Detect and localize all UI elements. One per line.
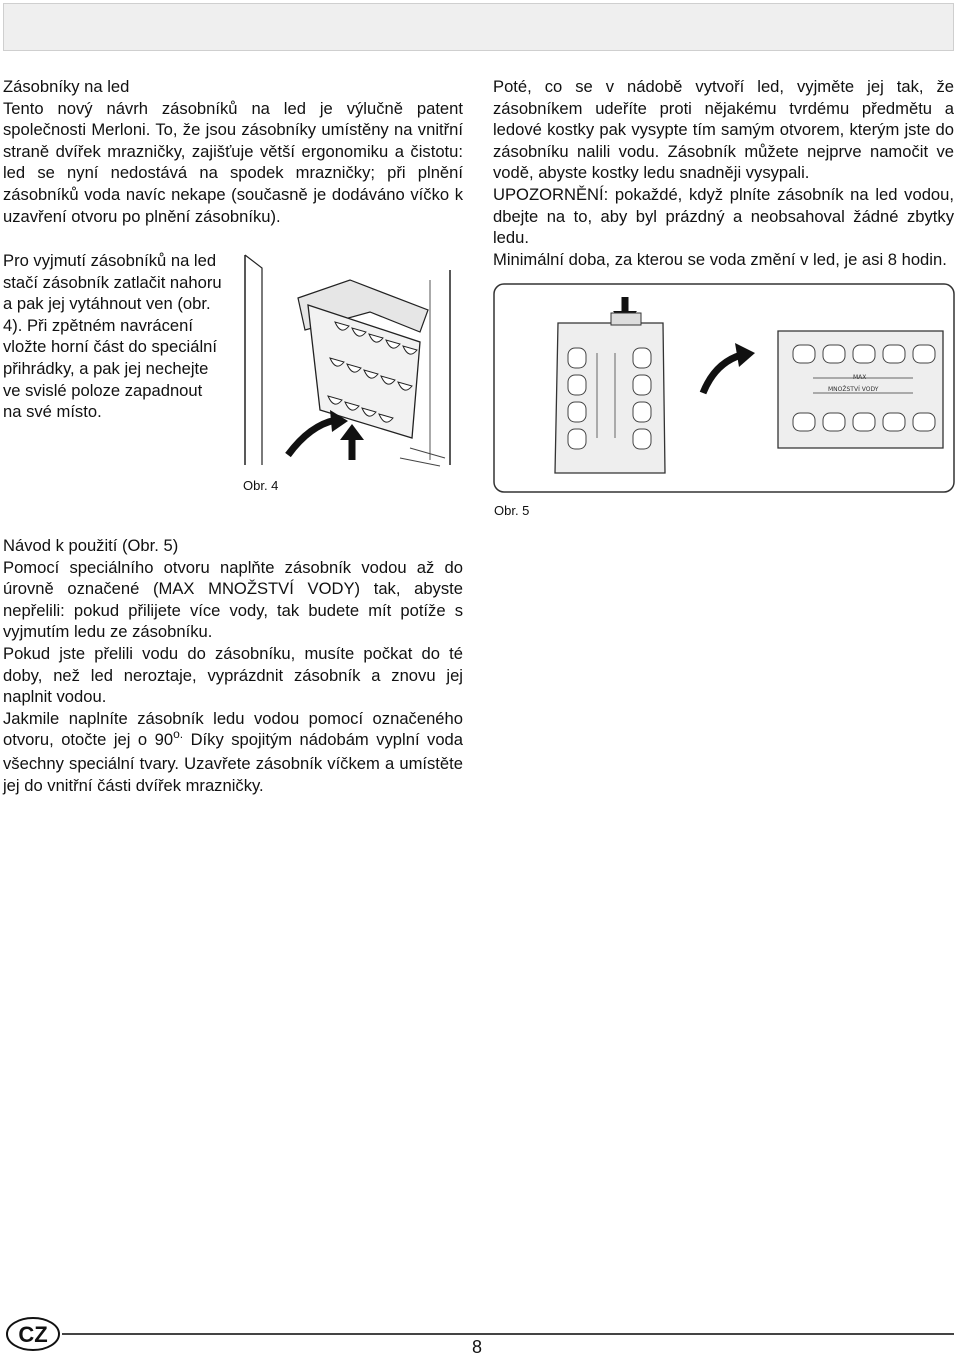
figure-5-illustration [493,283,955,493]
footer-rule [62,1333,954,1335]
degree-mark: o. [173,727,184,742]
country-code-logo [5,1316,61,1352]
ice-trays-paragraph: Tento nový návrh zásobníků na led je výlučně patent společnosti Merloni. To, že jsou zásobníky umístěny na vnitřní straně dvířek mrazničky, zajišťuje větší ergonomiku a čistotu: led se nyní nedostává na spodek mrazničky; při plnění zásobníků voda navíc nekape (současně je dodáváno víčko k uzavření otvoru po plnění zásobníku). [3,98,463,226]
removal-paragraph: Pro vyjmutí zásobníků na led stačí zásobník zatlačit nahoru a pak jej vytáhnout ven (obr. 4). Při zpětném navrácení vložte horní část do speciální přihrádky, a pak jej nechejte ve svislé poloze zapadnout na své místo. [3,251,222,422]
figure-4-caption: Obr. 4 [243,478,279,493]
country-code-text: CZ [18,1322,48,1347]
usage-p3-start: Jakmile naplníte zásobník ledu vodou pomocí označeného otvoru, otočte jej o 90 [3,708,463,750]
freeze-time-paragraph: Minimální doba, za kterou se voda změní v led, je asi 8 hodin. [493,249,947,269]
figure-5-caption: Obr. 5 [494,503,530,518]
ice-trays-heading: Zásobníky na led [3,77,130,96]
usage-paragraph-1: Pomocí speciálního otvoru naplňte zásobník vodou až do úrovně označené (MAX MNOŽSTVÍ VODY) tak, abyste nepřelili: pokud přilijete více vody, tak budete mít potíže s vyjmutím ledu ze zásobníku. [3,557,463,642]
ice-trays-intro [3,76,463,227]
removal-instructions [3,250,225,423]
fig5-max-label: MAX [853,374,867,381]
usage-instructions [3,535,463,796]
ice-removal-text [493,76,954,270]
page-number: 8 [472,1337,483,1357]
ice-removal-paragraph: Poté, co se v nádobě vytvoří led, vyjměte jej tak, že zásobníkem udeříte proti nějakému tvrdému předmětu a ledové kostky pak vysypte tím samým otvorem, kterým jste do zásobníku nalili vodu. Zásobník můžete nejprve namočit ve vodě, abyste kostky ledu snadněji vysypali. [493,77,954,183]
fig5-water-label: MNOŽSTVÍ VODY [828,386,879,393]
figure-4-illustration [240,250,455,470]
usage-heading: Návod k použití (Obr. 5) [3,536,179,555]
warning-paragraph: UPOZORNĚNÍ: pokaždé, když plníte zásobník na led vodou, dbejte na to, aby byl prázdný a neobsahoval žádné zbytky ledu. [493,184,954,248]
usage-paragraph-2: Pokud jste přelili vodu do zásobníku, musíte počkat do té doby, než led neroztaje, vyprázdnit zásobník a znovu jej naplnit vodou. [3,643,463,707]
header-bar [3,3,954,51]
usage-paragraph-3 [3,708,463,796]
usage-p3-end: Díky spojitým nádobám vyplní voda všechny speciální tvary. Uzavřete zásobník víčkem a umístěte jej do vnitřní části dvířek mrazničky. [3,730,464,795]
